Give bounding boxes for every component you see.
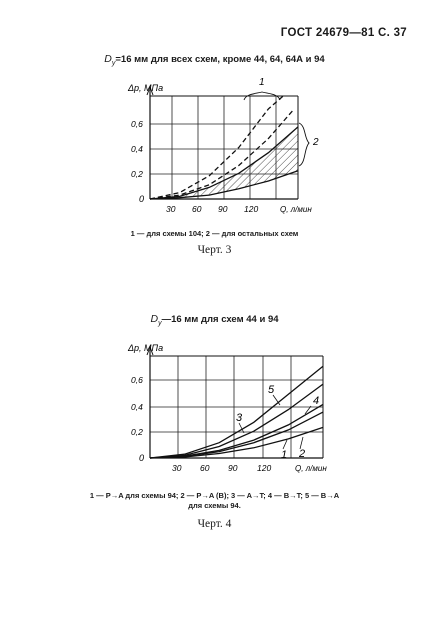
x-tick-label: 120 [257, 463, 272, 473]
chart2-caption-line1: 1 — P→A для схемы 94; 2 — P→A (B); 3 — A→T; 4 — B→T; 5 — B→A [89, 491, 340, 500]
page-header: ГОСТ 24679—81 С. 37 [280, 27, 407, 39]
chart1-title-text: =16 мм для всех схем, кроме 44, 64, 64А и 94 [115, 54, 325, 65]
chart2-title [0, 313, 429, 327]
chart1-title-symbol: D [104, 53, 112, 65]
curve-label-5: 5 [268, 384, 275, 396]
y-axis-label: Δp, МПа [128, 83, 164, 93]
x-tick-label: 30 [172, 463, 182, 473]
chart1-figure-label: Черт. 3 [197, 244, 232, 256]
y-tick-label: 0,2 [131, 427, 143, 437]
curve-label-2: 2 [299, 448, 306, 460]
chart2-figure-label: Черт. 4 [197, 518, 232, 530]
y-tick-label: 0,6 [131, 119, 143, 129]
x-tick-label: 120 [244, 204, 259, 214]
x-tick-label: 90 [228, 463, 238, 473]
curve-label-1: 1 [259, 77, 265, 88]
x-tick-label: 60 [192, 204, 202, 214]
chart1-title-subscript: y [111, 59, 116, 67]
x-tick-label: 60 [200, 463, 210, 473]
x-tick-label: 90 [218, 204, 228, 214]
y-axis-label: Δp, МПа [128, 343, 164, 353]
origin-label: 0 [139, 194, 145, 204]
origin-label: 0 [139, 453, 145, 463]
chart2-title-subscript: y [158, 319, 162, 327]
curve-label-3: 3 [236, 412, 243, 424]
curve-label-1: 1 [281, 449, 288, 461]
chart2-title-symbol: D [150, 313, 159, 325]
chart2-title-text: —16 мм для схем 44 и 94 [161, 314, 279, 325]
y-tick-label: 0,6 [131, 375, 143, 385]
curve-label-2: 2 [313, 137, 319, 148]
x-axis-label: Q, л/мин [280, 205, 312, 214]
curve-label-4: 4 [313, 395, 320, 407]
chart2-caption-line2: для схемы 94. [188, 501, 241, 510]
y-tick-label: 0,2 [131, 169, 143, 179]
y-tick-label: 0,4 [131, 144, 143, 154]
y-tick-label: 0,4 [131, 402, 143, 412]
x-axis-label: Q, л/мин [295, 464, 327, 473]
curve-label-pointer [283, 440, 287, 449]
chart1-caption: 1 — для схемы 104; 2 — для остальных схем [130, 229, 299, 238]
x-tick-label: 30 [166, 204, 176, 214]
